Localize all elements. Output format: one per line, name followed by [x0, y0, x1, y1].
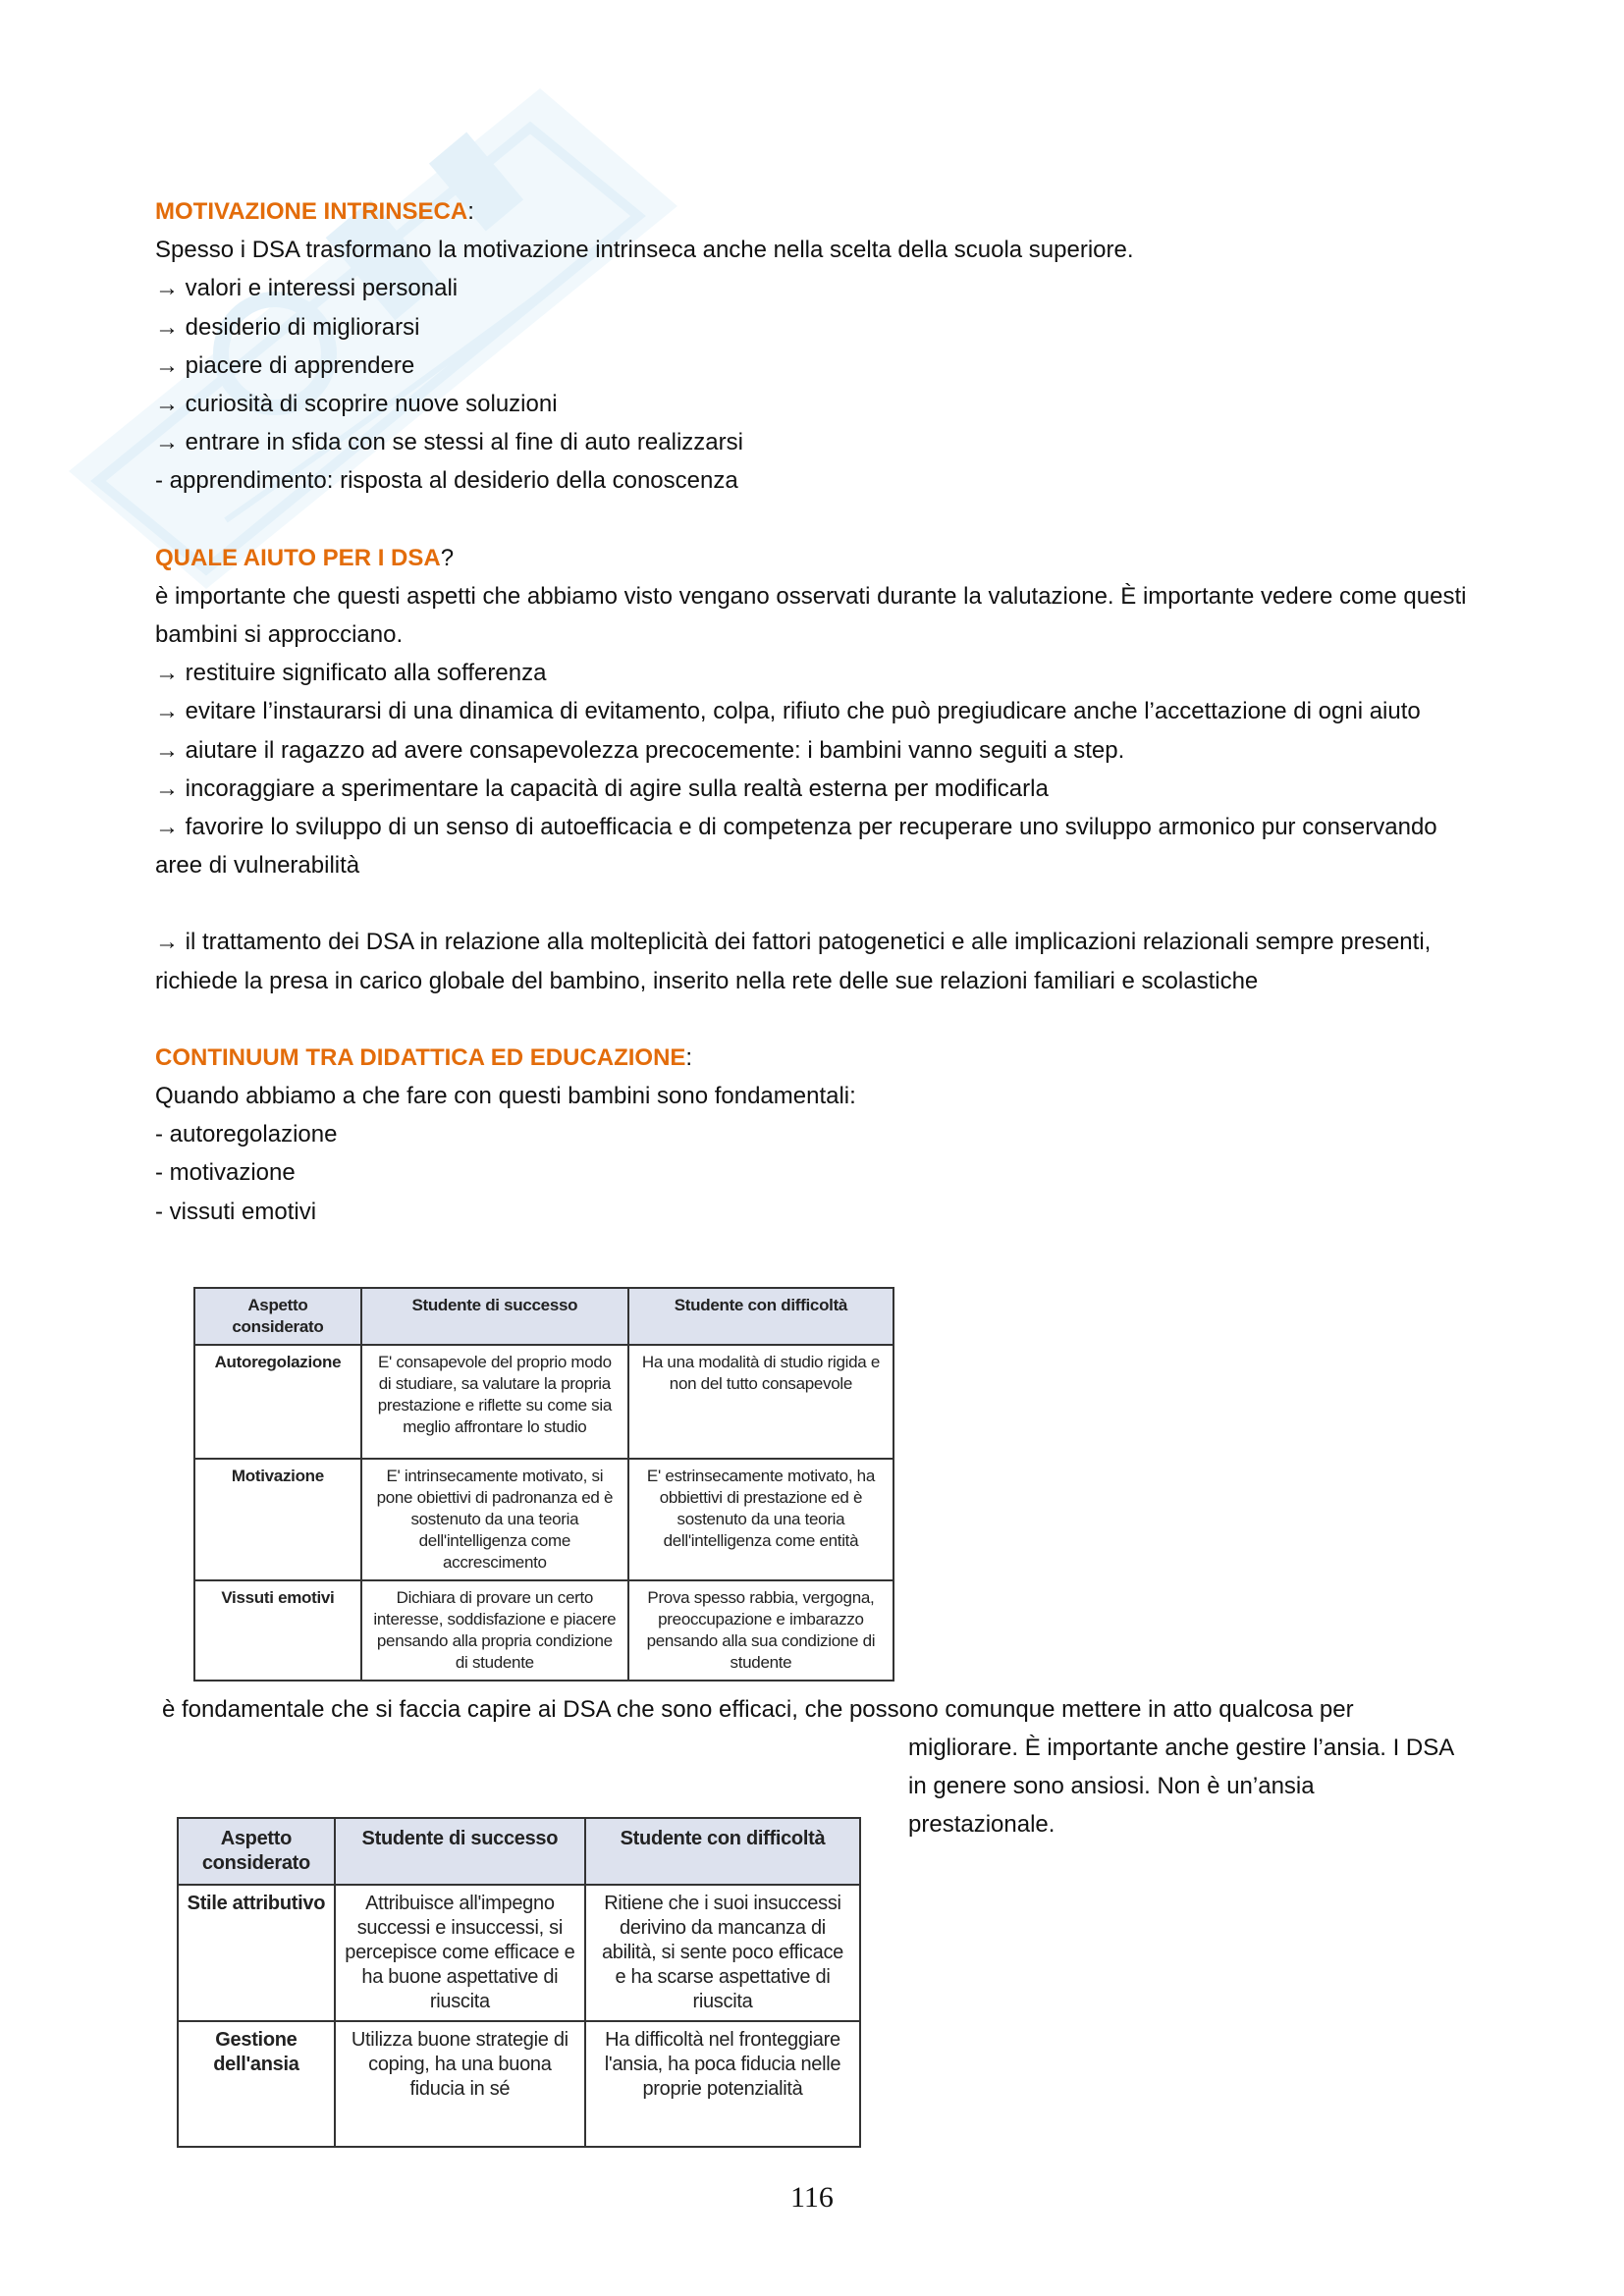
list-item: → desiderio di migliorarsi — [155, 313, 420, 341]
paragraph: Spesso i DSA trasformano la motivazione intrinseca anche nella scelta della scuola superiore. — [155, 237, 1134, 264]
heading-suffix: : — [685, 1043, 693, 1071]
list-item: → curiosità di scoprire nuove soluzioni — [155, 391, 558, 418]
comparison-table-2 — [177, 1817, 861, 2148]
section-heading-aiuto — [155, 539, 1471, 577]
table-cell: Attribuisce all'impegno successi e insuccessi, si percepisce come efficace e ha buone aspettative di riuscita — [335, 1885, 585, 2021]
table-header-row — [194, 1288, 893, 1345]
page-number: 116 — [790, 2181, 834, 2214]
table-row — [194, 1580, 893, 1681]
table-cell: Vissuti emotivi — [194, 1580, 361, 1681]
table-cell: Autoregolazione — [194, 1345, 361, 1459]
table-cell: Ha difficoltà nel fronteggiare l'ansia, ha poca fiducia nelle proprie potenzialità — [585, 2021, 860, 2147]
heading-text: MOTIVAZIONE INTRINSECA — [155, 198, 468, 225]
list-item: → piacere di apprendere — [155, 351, 415, 379]
list-item: → entrare in sfida con se stessi al fine di auto realizzarsi — [155, 429, 743, 456]
heading-suffix: : — [467, 198, 474, 225]
table-header-row — [178, 1818, 860, 1885]
section-heading-motivazione — [155, 192, 1471, 231]
paragraph-after-table: è fondamentale che si faccia capire ai DSA che sono efficaci, che possono comunque mettere in atto qualcosa per — [162, 1696, 1354, 1723]
section-aiuto — [155, 539, 1471, 1000]
heading-text: CONTINUUM TRA DIDATTICA ED EDUCAZIONE — [155, 1043, 686, 1071]
table-cell: Ha una modalità di studio rigida e non del tutto consapevole — [628, 1345, 893, 1459]
list-item: → aiutare il ragazzo ad avere consapevolezza precocemente: i bambini vanno seguiti a step. — [155, 736, 1125, 764]
paragraph: è importante che questi aspetti che abbiamo visto vengano osservati durante la valutazione. È importante vedere come questi bambini si approcciano. — [155, 582, 1467, 649]
list-item: - autoregolazione — [155, 1121, 338, 1148]
section-motivazione — [155, 192, 1471, 501]
section-continuum — [155, 1039, 1471, 1231]
heading-suffix: ? — [440, 544, 455, 571]
list-item: - motivazione — [155, 1159, 296, 1187]
table-cell: E' consapevole del proprio modo di studiare, sa valutare la propria prestazione e riflette su come sia meglio affrontare lo studio — [361, 1345, 628, 1459]
heading-text: QUALE AIUTO PER I DSA — [155, 544, 441, 571]
table-cell: Motivazione — [194, 1459, 361, 1580]
table-cell: E' intrinsecamente motivato, si pone obiettivi di padronanza ed è sostenuto da una teoria dell'intelligenza come accrescimento — [361, 1459, 628, 1580]
table-header-cell: Aspetto considerato — [194, 1288, 361, 1345]
list-item: → valori e interessi personali — [155, 275, 459, 302]
list-item: - apprendimento: risposta al desiderio della conoscenza — [155, 467, 738, 495]
table-row — [178, 1885, 860, 2021]
section-heading-continuum — [155, 1039, 1471, 1077]
table-header-cell: Studente con difficoltà — [585, 1818, 860, 1885]
paragraph: → il trattamento dei DSA in relazione alla molteplicità dei fattori patogenetici e alle implicazioni relazionali sempre presenti, richiede la presa in carico globale del bambino, inserito nella rete delle sue relazioni familiari e scolastiche — [155, 929, 1432, 994]
table-cell: Utilizza buone strategie di coping, ha una buona fiducia in sé — [335, 2021, 585, 2147]
table-cell: Gestione dell'ansia — [178, 2021, 335, 2147]
table-cell: Dichiara di provare un certo interesse, soddisfazione e piacere pensando alla propria condizione di studente — [361, 1580, 628, 1681]
table-row — [178, 2021, 860, 2147]
paragraph: Quando abbiamo a che fare con questi bambini sono fondamentali: — [155, 1083, 856, 1110]
table-row — [194, 1459, 893, 1580]
table-header-cell: Aspetto considerato — [178, 1818, 335, 1885]
table-header-cell: Studente di successo — [335, 1818, 585, 1885]
table-cell: E' estrinsecamente motivato, ha obbiettivi di prestazione ed è sostenuto da una teoria dell'intelligenza come entità — [628, 1459, 893, 1580]
list-item: → evitare l’instaurarsi di una dinamica di evitamento, colpa, rifiuto che può pregiudicare anche l’accettazione di ogni aiuto — [155, 698, 1421, 725]
side-paragraph: migliorare. È importante anche gestire l’ansia. I DSA in genere sono ansiosi. Non è un’ansia prestazionale. — [908, 1735, 1453, 1839]
page-content — [155, 192, 1471, 1231]
table-header-cell: Studente con difficoltà — [628, 1288, 893, 1345]
table-cell: Ritiene che i suoi insuccessi derivino da mancanza di abilità, si sente poco efficace e ha scarse aspettative di riuscita — [585, 1885, 860, 2021]
table-row — [194, 1345, 893, 1459]
table-cell: Stile attributivo — [178, 1885, 335, 2021]
table-cell: Prova spesso rabbia, vergogna, preoccupazione e imbarazzo pensando alla sua condizione di studente — [628, 1580, 893, 1681]
table-header-cell: Studente di successo — [361, 1288, 628, 1345]
list-item: → incoraggiare a sperimentare la capacità di agire sulla realtà esterna per modificarla — [155, 774, 1049, 802]
list-item: - vissuti emotivi — [155, 1198, 317, 1225]
list-item: → restituire significato alla sofferenza — [155, 660, 547, 687]
list-item: → favorire lo sviluppo di un senso di autoefficacia e di competenza per recuperare uno sviluppo armonico pur conservando aree di vulnerabilità — [155, 814, 1437, 880]
comparison-table-1 — [193, 1287, 894, 1682]
